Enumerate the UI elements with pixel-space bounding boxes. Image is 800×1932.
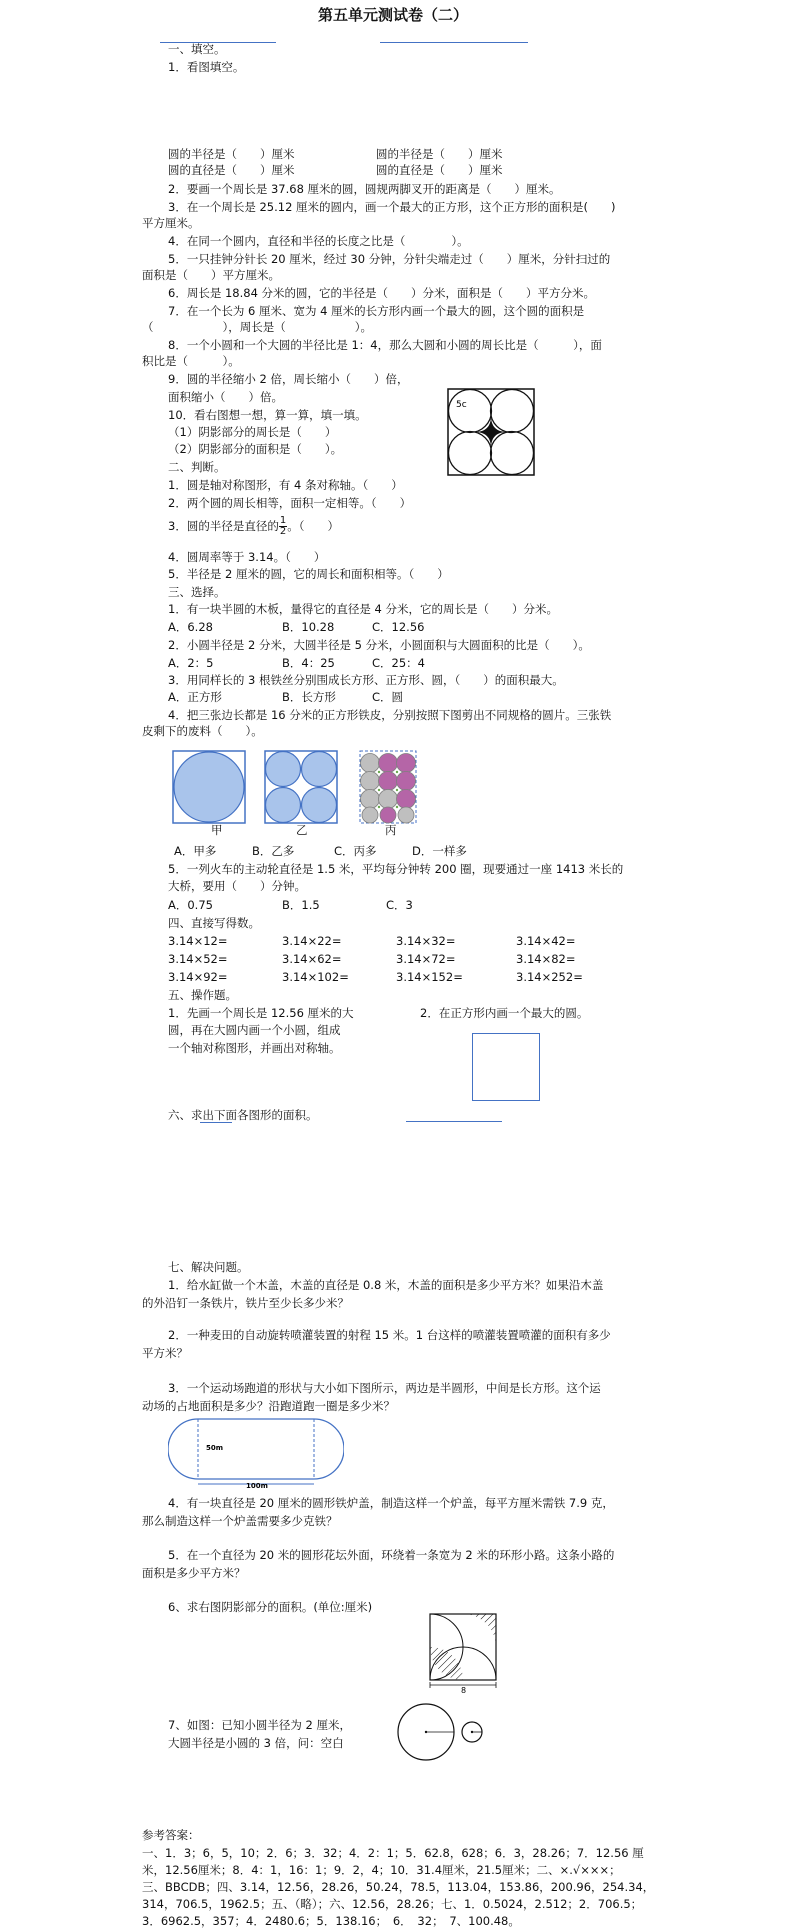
question-cont: 面积是多少平方米？	[142, 1566, 246, 1580]
question: 3．在一个周长是 25.12 厘米的圆内，画一个最大的正方形，这个正方形的面积是( )	[168, 200, 616, 214]
calc-item: 3.14×42=	[516, 934, 576, 948]
circles-figure	[394, 1702, 506, 1764]
question: 5．半径是 2 厘米的圆，它的周长和面积相等。（ ）	[168, 567, 449, 581]
question: 5．一列火车的主动轮直径是 1.5 米，平均每分钟转 200 圈，现要通过一座 1413 米长的	[168, 862, 624, 876]
blank-line: 圆的直径是（ ）厘米	[376, 163, 503, 177]
fraction	[279, 516, 287, 537]
question: 7、如图：已知小圆半径为 2 厘米，	[168, 1718, 351, 1732]
question: 4．把三张边长都是 16 分米的正方形铁皮，分别按照下图剪出不同规格的圆片。三张铁	[168, 708, 612, 722]
option-b: B．长方形	[282, 690, 336, 704]
section-7-heading: 七、解决问题。	[168, 1260, 249, 1274]
question: 1．看图填空。	[168, 60, 245, 74]
question: 2．在正方形内画一个最大的圆。	[420, 1006, 589, 1020]
question-cont: 面积是（ ）平方厘米。	[142, 268, 280, 282]
blank-line: 圆的半径是（ ）厘米	[376, 147, 503, 161]
track-width-label: 50m	[206, 1444, 224, 1452]
question-cont: 一个轴对称图形，并画出对称轴。	[168, 1041, 341, 1055]
calc-item: 3.14×12=	[168, 934, 228, 948]
option-c: C．丙多	[334, 844, 377, 858]
question: 4．有一块直径是 20 厘米的圆形铁炉盖，制造这样一个炉盖，每平方厘米需铁 7.9 克，	[168, 1496, 614, 1510]
dimension-label: 8	[461, 1686, 467, 1694]
option-d: D．一样多	[412, 844, 467, 858]
question: 4．圆周率等于 3.14。（ ）	[168, 550, 326, 564]
question: 2．一种麦田的自动旋转喷灌装置的射程 15 米。1 台这样的喷灌装置喷灌的面积有多少	[168, 1328, 611, 1342]
option-c: C．12.56	[372, 620, 425, 634]
question-cont: 动场的占地面积是多少？沿跑道跑一圈是多少米？	[142, 1399, 395, 1413]
decor-line	[406, 1121, 502, 1122]
figure-caption-yi: 乙	[296, 823, 308, 837]
option-a: A．6.28	[168, 620, 213, 634]
answers-heading: 参考答案：	[142, 1828, 200, 1842]
calc-item: 3.14×252=	[516, 970, 583, 984]
calc-item: 3.14×152=	[396, 970, 463, 984]
calc-item: 3.14×52=	[168, 952, 228, 966]
section-2-heading: 二、判断。	[168, 460, 226, 474]
figure-caption-bing: 丙	[385, 823, 397, 837]
figure-label: 5c	[456, 400, 467, 410]
decor-line	[200, 1122, 232, 1123]
question-cont: 的外沿钉一条铁片，铁片至少长多少米？	[142, 1296, 349, 1310]
question: 1．给水缸做一个木盖，木盖的直径是 0.8 米，木盖的面积是多少平方米？如果沿木盖	[168, 1278, 604, 1292]
question: 1．有一块半圆的木板，量得它的直径是 4 分米，它的周长是（ ）分米。	[168, 602, 558, 616]
question: 7．在一个长为 6 厘米、宽为 4 厘米的长方形内画一个最大的圆，这个圆的面积是	[168, 304, 585, 318]
option-a: A．0.75	[168, 898, 213, 912]
question-cont: 那么制造这样一个炉盖需要多少克铁？	[142, 1514, 338, 1528]
calc-item: 3.14×72=	[396, 952, 456, 966]
calc-item: 3.14×102=	[282, 970, 349, 984]
calc-item: 3.14×82=	[516, 952, 576, 966]
answer-line: 3．6962.5，357；4．2480.6；5．138.16； 6． 32； 7、100.48。	[142, 1914, 520, 1928]
question: 3．用同样长的 3 根铁丝分别围成长方形、正方形、圆，（ ）的面积最大。	[168, 673, 564, 687]
calc-item: 3.14×22=	[282, 934, 342, 948]
question: 10．看右图想一想，算一算，填一填。	[168, 408, 367, 422]
question-cont: 皮剩下的废料（ ）。	[142, 724, 263, 738]
decor-line	[380, 42, 528, 43]
fraction-den: 2	[279, 526, 287, 537]
question: 8．一个小圆和一个大圆的半径比是 1：4，那么大圆和小圆的周长比是（ ），面	[168, 338, 602, 352]
track-length-label: 100m	[246, 1482, 268, 1488]
option-c: C．3	[386, 898, 413, 912]
blank-line: 圆的半径是（ ）厘米	[168, 147, 295, 161]
question: 6、求右图阴影部分的面积。(单位:厘米)	[168, 1600, 373, 1614]
option-b: B．1.5	[282, 898, 320, 912]
option-a: A．甲多	[174, 844, 217, 858]
question: 5．一只挂钟分针长 20 厘米，经过 30 分钟，分针尖端走过（ ）厘米，分针扫过的	[168, 252, 611, 266]
question-cont: 平方米？	[142, 1346, 188, 1360]
square-figure	[472, 1033, 540, 1101]
four-circles-figure	[447, 388, 535, 476]
option-c: C．圆	[372, 690, 404, 704]
option-a: A．正方形	[168, 690, 222, 704]
question-cont: 面积缩小（ ）倍。	[168, 390, 283, 404]
figure-caption-jia: 甲	[211, 823, 223, 837]
question: 2．两个圆的周长相等，面积一定相等。（ ）	[168, 496, 412, 510]
calc-item: 3.14×62=	[282, 952, 342, 966]
option-b: B．10.28	[282, 620, 335, 634]
question: （1）阴影部分的周长是（ ）	[168, 425, 337, 439]
question: （2）阴影部分的面积是（ ）。	[168, 442, 343, 456]
blank-line: 圆的直径是（ ）厘米	[168, 163, 295, 177]
sheet-yi-figure	[264, 750, 338, 824]
question: 6．周长是 18.84 分米的圆，它的半径是（ ）分米，面积是（ ）平方分米。	[168, 286, 596, 300]
question: 5．在一个直径为 20 米的圆形花坛外面，环绕着一条宽为 2 米的环形小路。这条小路的	[168, 1548, 615, 1562]
sheet-jia-figure	[172, 750, 246, 824]
question: 9．圆的半径缩小 2 倍，周长缩小（ ）倍，	[168, 372, 409, 386]
question: 3．一个运动场跑道的形状与大小如下图所示，两边是半圆形，中间是长方形。这个运	[168, 1381, 601, 1395]
question: 4．在同一个圆内，直径和半径的长度之比是（ ）。	[168, 234, 469, 248]
calc-item: 3.14×32=	[396, 934, 456, 948]
section-3-heading: 三、选择。	[168, 585, 226, 599]
page-title: 第五单元测试卷（二）	[318, 6, 469, 24]
question-cont: 大桥，要用（ ）分钟。	[168, 879, 306, 893]
question: 2．小圆半径是 2 分米，大圆半径是 5 分米，小圆面积与大圆面积的比是（ ）。	[168, 638, 590, 652]
section-5-heading: 五、操作题。	[168, 988, 237, 1002]
track-figure	[168, 1416, 344, 1488]
section-6-heading: 六、求出下面各图形的面积。	[168, 1108, 318, 1122]
question: 1．圆是轴对称图形，有 4 条对称轴。（ ）	[168, 478, 403, 492]
option-b: B．乙多	[252, 844, 295, 858]
answer-line: 米，12.56厘米；8．4：1，16：1；9．2，4；10．31.4厘米，21.5厘米；二、×.√×××；	[142, 1863, 621, 1877]
answer-line: 三、BBCDB；四、3.14，12.56，28.26，50.24，78.5，113.04，153.86，200.96，254.34，	[142, 1880, 655, 1894]
fraction-num: 1	[279, 515, 287, 526]
shaded-area-figure	[426, 1610, 502, 1694]
question-cont: 圆，再在大圆内画一个小圆，组成	[168, 1023, 341, 1037]
answer-line: 314，706.5，1962.5；五、（略）；六、12.56，28.26；七、1．0.5024，2.512；2．706.5；	[142, 1897, 643, 1911]
sheet-bing-figure	[359, 750, 417, 824]
question-text: 。（ ）	[287, 519, 339, 533]
option-c: C．25：4	[372, 656, 425, 670]
section-4-heading: 四、直接写得数。	[168, 916, 260, 930]
question-cont: （ ），周长是（ ）。	[142, 320, 372, 334]
answer-line: 一、1．3；6，5，10；2．6；3．32；4．2：1；5．62.8，628；6．3，28.26；7．12.56 厘	[142, 1846, 644, 1860]
calc-item: 3.14×92=	[168, 970, 228, 984]
question: 2．要画一个周长是 37.68 厘米的圆，圆规两脚叉开的距离是（ ）厘米。	[168, 182, 561, 196]
question	[168, 516, 339, 537]
question-cont: 积比是（ ）。	[142, 354, 240, 368]
question-cont: 平方厘米。	[142, 216, 200, 230]
question-cont: 大圆半径是小圆的 3 倍，问：空白	[168, 1736, 344, 1750]
option-a: A．2：5	[168, 656, 214, 670]
section-1-heading: 一、填空。	[168, 42, 226, 56]
question-text: 3．圆的半径是直径的	[168, 519, 279, 533]
option-b: B．4：25	[282, 656, 335, 670]
question: 1．先画一个周长是 12.56 厘米的大	[168, 1006, 354, 1020]
